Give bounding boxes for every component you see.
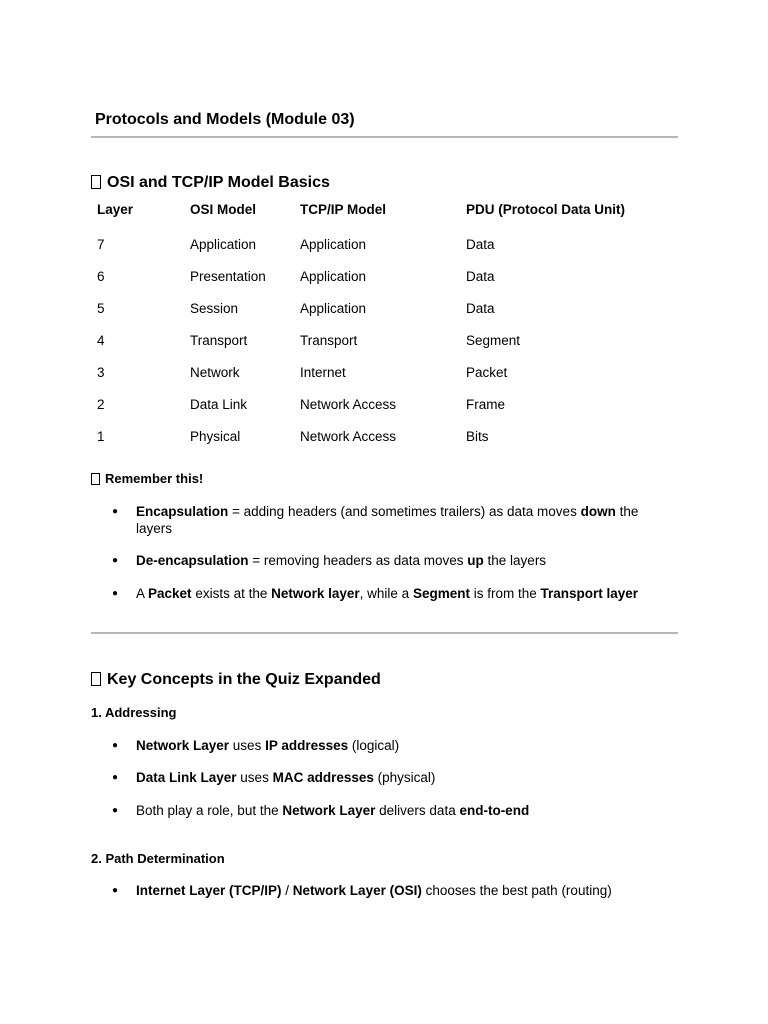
table-cell: 1 [97, 428, 105, 444]
table-cell: 4 [97, 332, 105, 348]
remember-list [112, 552, 652, 569]
table-header-row [91, 200, 680, 228]
remember-heading: Remember this! [91, 471, 203, 487]
addressing-list [112, 769, 652, 786]
path-determination-heading: 2. Path Determination [91, 851, 225, 866]
table-cell: 2 [97, 396, 105, 412]
missing-glyph-icon [91, 672, 101, 686]
table-cell: Application [300, 236, 367, 252]
table-row [91, 420, 680, 452]
table-cell: Application [190, 236, 257, 252]
list-item: ● Network Layer uses IP addresses (logical) [112, 737, 652, 754]
osi-tcpip-table [91, 200, 680, 452]
table-cell: Internet [300, 364, 346, 380]
table-cell: Data [466, 300, 495, 316]
list-item: ● De-encapsulation = removing headers as data moves up the layers [112, 552, 652, 569]
table-cell: Session [190, 300, 239, 316]
divider [91, 136, 678, 138]
remember-list [112, 503, 652, 537]
table-cell: Application [300, 300, 367, 316]
missing-glyph-icon [91, 175, 101, 189]
section-heading-key-concepts: Key Concepts in the Quiz Expanded [91, 670, 381, 690]
table-cell: 6 [97, 268, 105, 284]
table-cell: Packet [466, 364, 508, 380]
column-header: PDU (Protocol Data Unit) [466, 202, 626, 217]
table-row [91, 356, 680, 388]
table-cell: Network [190, 364, 240, 380]
table-cell: Presentation [190, 268, 266, 284]
column-header: OSI Model [190, 202, 257, 217]
table-cell: Bits [466, 428, 489, 444]
table-row [91, 324, 680, 356]
table-cell: Physical [190, 428, 241, 444]
missing-glyph-icon [91, 473, 100, 485]
list-item: ● Both play a role, but the Network Layer delivers data end-to-end [112, 802, 652, 819]
column-header: TCP/IP Model [300, 202, 387, 217]
table-cell: Application [300, 268, 367, 284]
table-cell: Data Link [190, 396, 248, 412]
addressing-heading: 1. Addressing [91, 705, 177, 720]
column-header: Layer [97, 202, 134, 217]
list-item: ● A Packet exists at the Network layer, while a Segment is from the Transport layer [112, 585, 652, 602]
table-row [91, 260, 680, 292]
addressing-list [112, 802, 652, 819]
table-row [91, 228, 680, 260]
table-row [91, 388, 680, 420]
path-determination-list [112, 882, 652, 899]
table-cell: Network Access [300, 428, 397, 444]
addressing-list [112, 737, 652, 754]
table-cell: Segment [466, 332, 521, 348]
section-heading-osi-basics: OSI and TCP/IP Model Basics [91, 173, 330, 193]
table-cell: Network Access [300, 396, 397, 412]
table-cell: 7 [97, 236, 105, 252]
table-cell: 3 [97, 364, 105, 380]
divider [91, 632, 678, 634]
remember-list [112, 585, 652, 602]
list-item: ● Internet Layer (TCP/IP) / Network Layer (OSI) chooses the best path (routing) [112, 882, 652, 899]
table-cell: Transport [190, 332, 248, 348]
table-cell: Data [466, 268, 495, 284]
table-cell: Frame [466, 396, 506, 412]
table-row [91, 292, 680, 324]
table-cell: Transport [300, 332, 358, 348]
page-title: Protocols and Models (Module 03) [95, 111, 355, 128]
list-item: ● Data Link Layer uses MAC addresses (physical) [112, 769, 652, 786]
table-cell: Data [466, 236, 495, 252]
table-cell: 5 [97, 300, 105, 316]
list-item: ● Encapsulation = adding headers (and sometimes trailers) as data moves down the layers [112, 503, 652, 537]
